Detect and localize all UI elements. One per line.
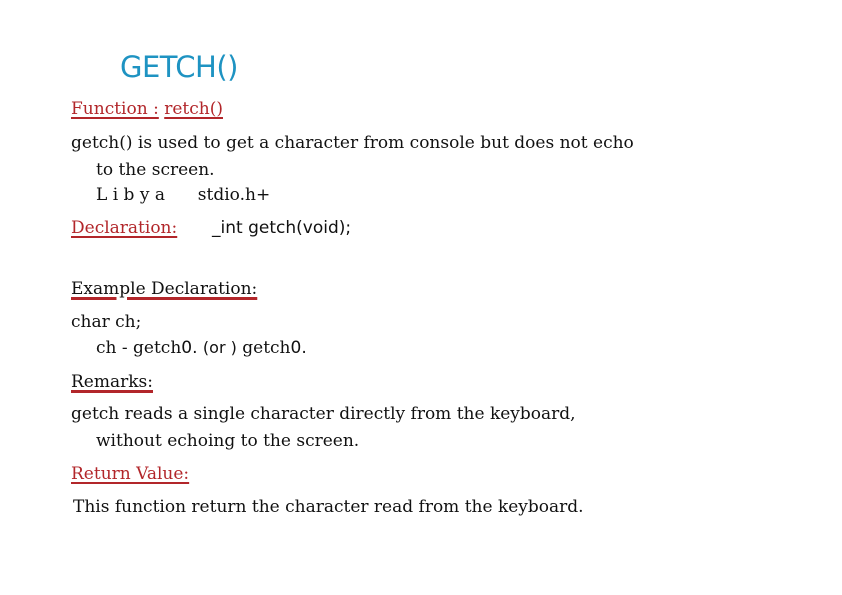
- function-row: [71, 99, 223, 119]
- example-line-2: [96, 338, 307, 358]
- return-heading: [71, 464, 189, 484]
- return-text: This function return the character read from the keyboard.: [73, 497, 584, 517]
- declaration-value: _int getch(void);: [212, 218, 352, 238]
- library-row: [96, 185, 270, 205]
- declaration-row: [71, 218, 351, 238]
- example-getch-2: getch: [242, 338, 291, 358]
- page-title: GETCH(): [120, 50, 238, 84]
- remarks-label: Remarks:: [71, 372, 153, 392]
- example-label: Example Declaration:: [71, 279, 258, 299]
- example-line-1: char ch;: [71, 312, 142, 332]
- remarks-line-2: without echoing to the screen.: [96, 431, 360, 451]
- description-line-1: getch() is used to get a character from console but does not echo: [71, 133, 634, 153]
- example-heading: [71, 279, 257, 299]
- example-assign: ch -: [96, 338, 128, 358]
- library-label: L i b y a: [96, 185, 165, 205]
- example-or: (or ): [202, 338, 237, 357]
- declaration-label: Declaration:: [71, 218, 178, 238]
- example-call-1: 0.: [181, 338, 198, 358]
- function-name: retch(): [164, 99, 223, 119]
- library-value: stdio.h+: [197, 185, 271, 205]
- remarks-heading: [71, 372, 153, 392]
- return-label: Return Value:: [71, 464, 190, 484]
- remarks-line-1: getch reads a single character directly from the keyboard,: [71, 404, 576, 424]
- example-call-2: 0.: [290, 338, 307, 358]
- description-line-2: to the screen.: [96, 160, 215, 180]
- function-label: Function :: [71, 99, 159, 119]
- example-getch-1: getch: [133, 338, 182, 358]
